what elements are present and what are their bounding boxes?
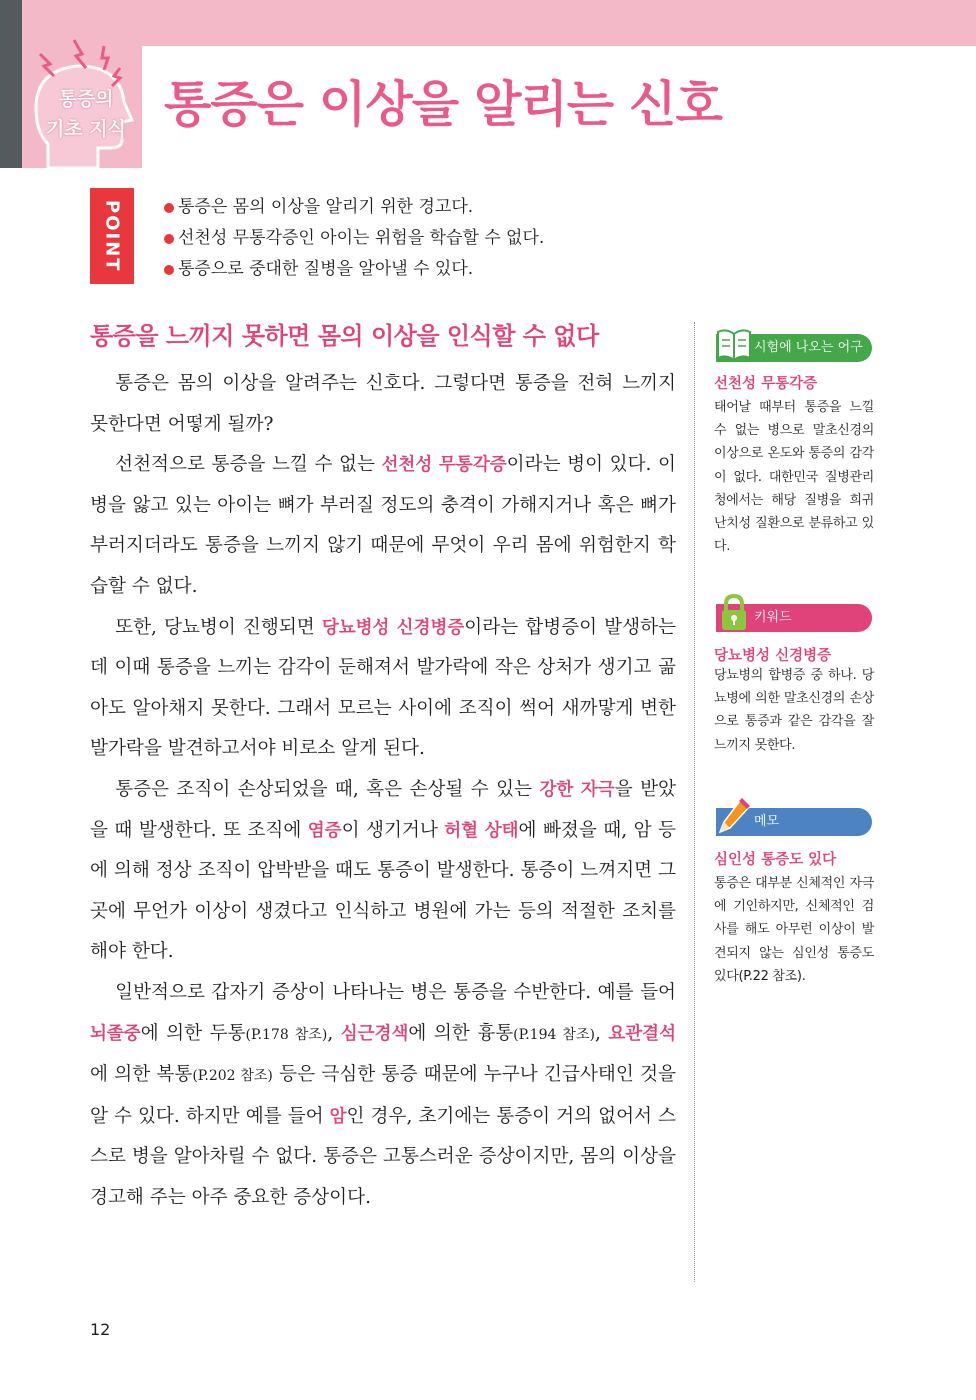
header-side-bar (0, 0, 22, 168)
point-item-text: 통증으로 중대한 질병을 알아낼 수 있다. (178, 259, 474, 279)
point-item (164, 223, 544, 254)
pencil-icon (716, 796, 752, 836)
point-item (164, 192, 544, 223)
body-paragraph-1: 통증은 몸의 이상을 알려주는 신호다. 그렇다면 통증을 전혀 느끼지 못한다면 어떻게 될까? (90, 373, 676, 435)
text-run: 인 경우, 초기에는 통증이 거의 없어서 스스로 병을 알아차릴 수 없다. 통증은 고통스러운 증상이지만, 몸의 이상을 경고해 주는 아주 중요한 증상이다. (90, 1105, 676, 1208)
highlight-term: 뇌졸중 (90, 1023, 141, 1044)
point-item (164, 254, 544, 285)
text-run: 등은 극심한 통증 때문에 누구나 긴급사태인 것을 알 수 있다. 하지만 예를 들어 (90, 1064, 676, 1127)
body-paragraph-4 (90, 770, 676, 973)
exam-term-body: 태어날 때부터 통증을 느낄 수 없는 병으로 말초신경의 이상으로 온도와 통증의 감각이 없다. 대한민국 질병관리청에서는 해당 질병을 희귀 난치성 질환으로 분류하고 있다. (714, 400, 874, 555)
bullet-dot-icon (164, 203, 174, 213)
page-number: 12 (90, 1320, 111, 1339)
text-run: 일반적으로 갑자기 증상이 나타나는 병은 통증을 수반한다. 예를 들어 (115, 981, 676, 1003)
lock-icon (716, 592, 752, 632)
highlight-term: 심근경색 (340, 1023, 409, 1044)
highlight-term: 당뇨병성 신경병증 (321, 617, 465, 638)
text-run: 이 생기거나 (341, 819, 445, 841)
body-paragraph-3 (90, 608, 676, 770)
memo-heading: 심인성 통증도 있다 (714, 852, 837, 868)
memo-body: 통증은 대부분 신체적인 자극에 기인하지만, 신체적인 검사를 해도 아무런 이상이 발견되지 않는 심인성 통증도 있다(P.22 참조). (714, 876, 874, 984)
body-paragraph-5 (90, 973, 676, 1219)
memo-tag (716, 808, 872, 836)
header-badge-line1: 통증의 (58, 88, 114, 110)
keyword-tag-label: 키워드 (754, 610, 792, 625)
text-run: 이라는 합병증이 발생하는데 이때 통증을 느끼는 감각이 둔해져서 발가락에 작은 상처가 생기고 곪아도 알아채지 못한다. 그래서 모르는 사이에 조직이 썩어 새까맣게 변한 발가락을 발견하고서야 비로소 알게 된다. (90, 616, 676, 760)
text-run: 을 받았을 때 발생한다. 또 조직에 (90, 778, 677, 841)
point-box (90, 188, 134, 284)
page-reference: (P.194 참조) (513, 1026, 595, 1043)
bullet-dot-icon (164, 265, 174, 275)
text-run: 에 의한 흉통 (408, 1022, 514, 1044)
keyword-heading: 당뇨병성 신경병증 (714, 648, 832, 664)
text-run: 에 빠졌을 때, 암 등에 의해 정상 조직이 압박받을 때도 통증이 발생한다. 통증이 느껴지면 그곳에 무언가 이상이 생겼다고 인식하고 병원에 가는 등의 적절한 조치를 해야 한다. (90, 819, 676, 963)
highlight-term: 요관결석 (608, 1023, 676, 1044)
highlight-term: 염증 (307, 820, 342, 841)
exam-term-tag-label: 시험에 나오는 어구 (754, 340, 863, 355)
keyword-tag (716, 604, 872, 632)
highlight-term: 강한 자극 (539, 779, 615, 800)
text-run: 에 의한 복통 (90, 1064, 193, 1086)
point-list (164, 192, 544, 285)
page-title: 통증은 이상을 알리는 신호 (164, 76, 722, 133)
text-run: 이라는 병이 있다. 이 병을 앓고 있는 아이는 뼈가 부러질 정도의 충격이 가해지거나 혹은 뼈가 부러지더라도 통증을 느끼지 않기 때문에 무엇이 우리 몸에 위험한지 학습할 수 없다. (90, 454, 676, 597)
keyword-body: 당뇨병의 합병증 중 하나. 당뇨병에 의한 말초신경의 손상으로 통증과 같은 감각을 잘 느끼지 못한다. (714, 668, 874, 753)
highlight-term: 암 (329, 1106, 347, 1127)
text-run: 통증은 조직이 손상되었을 때, 혹은 손상될 수 있는 (115, 778, 540, 800)
header-band (22, 0, 976, 46)
highlight-term: 허혈 상태 (444, 820, 519, 841)
section-heading: 통증을 느끼지 못하면 몸의 이상을 인식할 수 없다 (90, 322, 599, 350)
exam-term-tag (716, 334, 872, 362)
page-reference: (P.178 참조) (245, 1026, 328, 1043)
header-badge-label (30, 84, 142, 144)
text-run: 에 의한 두통 (140, 1022, 246, 1044)
bullet-dot-icon (164, 234, 174, 244)
point-label: POINT (101, 199, 123, 273)
memo-tag-label: 메모 (754, 814, 780, 829)
exam-term-heading: 선천성 무통각증 (714, 376, 818, 392)
page-reference: (P.202 참조) (192, 1068, 273, 1085)
point-item-text: 선천성 무통각증인 아이는 위험을 학습할 수 없다. (178, 228, 545, 248)
open-book-icon (716, 322, 752, 362)
text-run: 선천적으로 통증을 느낄 수 없는 (115, 454, 382, 476)
body-paragraph-2 (90, 445, 676, 607)
body-text (90, 364, 676, 1218)
text-run: , (327, 1022, 341, 1044)
point-item-text: 통증은 몸의 이상을 알리기 위한 경고다. (178, 197, 474, 217)
highlight-term: 선천성 무통각증 (381, 455, 507, 476)
column-divider (694, 322, 695, 1282)
text-run: 또한, 당뇨병이 진행되면 (115, 616, 322, 638)
header-badge-line2: 기초 지식 (45, 118, 127, 140)
text-run: , (594, 1022, 609, 1044)
